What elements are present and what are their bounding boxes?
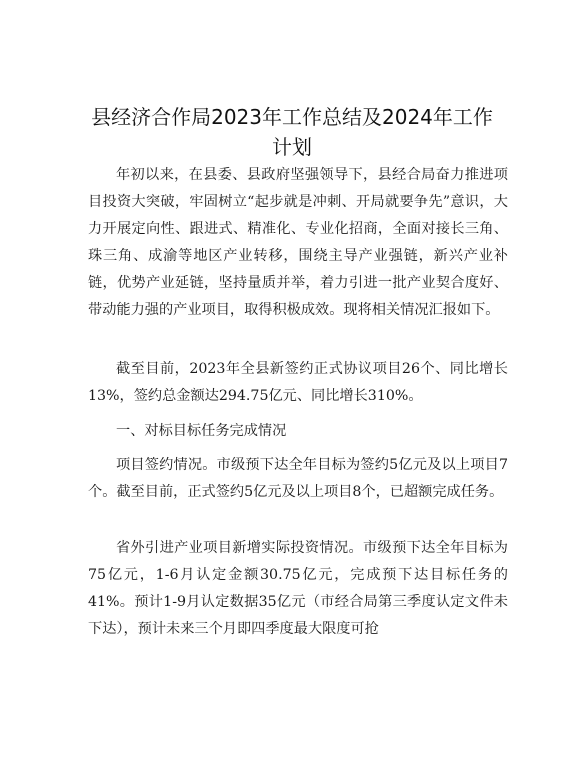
document-title-line2: 计划 [272,135,312,159]
paragraph-project-signing: 项目签约情况。市级预下达全年目标为签约5亿元及以上项目7个。截至目前，正式签约5亿元及以上项目8个，已超额完成任务。 [88,457,508,500]
paragraph-investment: 省外引进产业项目新增实际投资情况。市级预下达全年目标为75亿元，1-6月认定金额30.75亿元，完成预下达目标任务的41%。预计1-9月认定数据35亿元（市经合局第三季度认定文件未下达），预计未来三个月即四季度最大限度可抢 [88,540,508,637]
section-heading: 一、对标目标任务完成情况 [116,423,287,439]
paragraph-intro: 年初以来，在县委、县政府坚强领导下，县经合局奋力推进项目投资大突破，牢固树立“起步就是冲刺、开局就要争先”意识，大力开展定向性、跟进式、精准化、专业化招商，全面对接长三角、珠三角、成渝等地区产业转移，围绕主导产业强链，新兴产业补链，优势产业延链，坚持量质并举，着力引进一批产业契合度好、带动能力强的产业项目，取得积极成效。现将相关情况汇报如下。 [88,167,508,318]
document-title-line1: 县经济合作局2023年工作总结及2024年工作 [91,105,493,129]
paragraph-summary: 截至目前，2023年全县新签约正式协议项目26个、同比增长13%，签约总金额达294.75亿元、同比增长310%。 [88,361,508,404]
